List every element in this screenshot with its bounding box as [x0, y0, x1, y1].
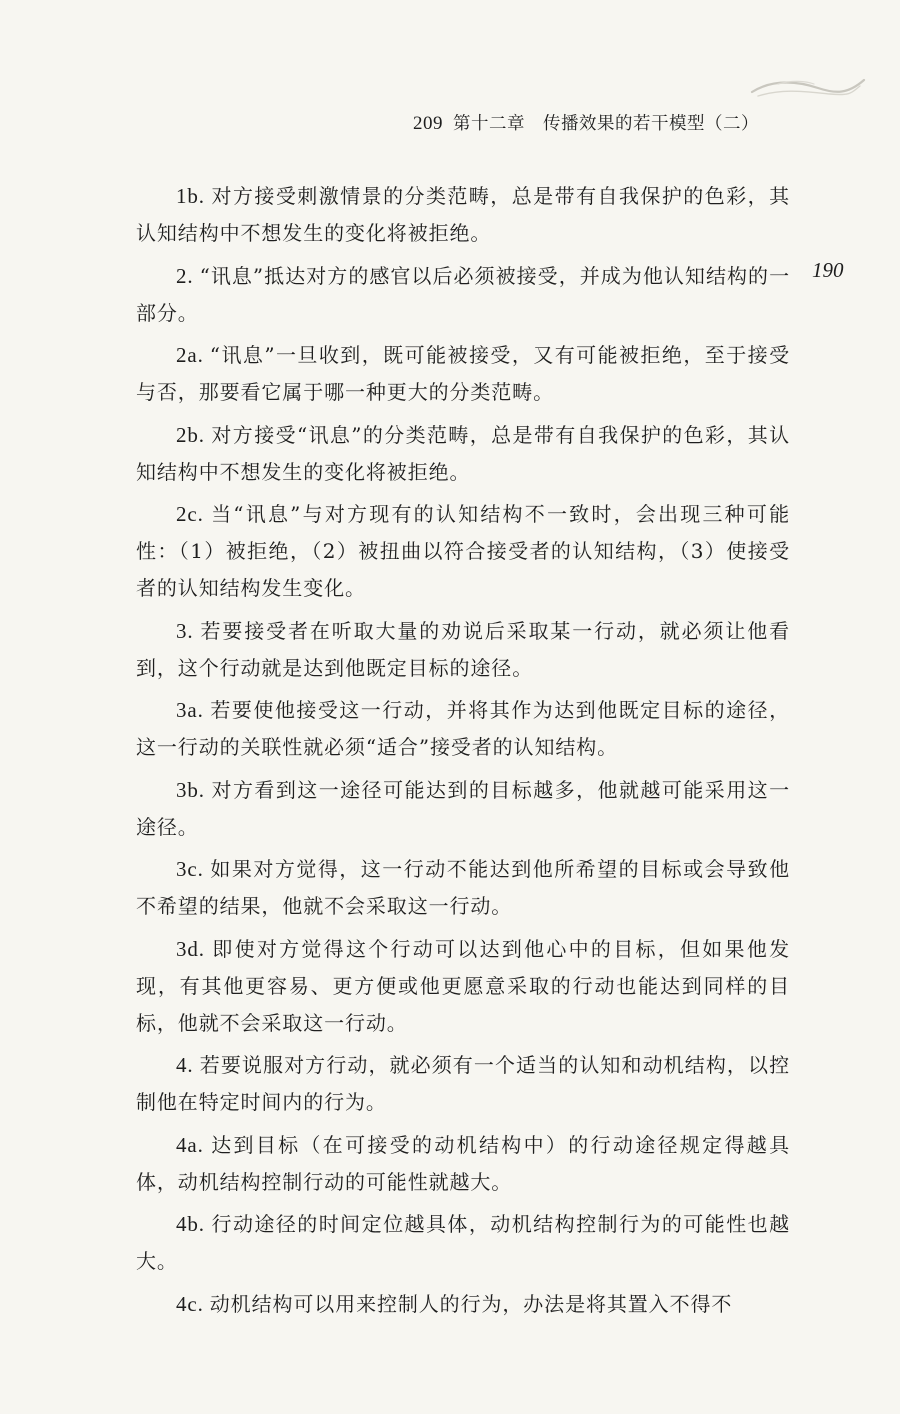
paragraph: [136, 1047, 790, 1121]
paragraph: [136, 613, 790, 687]
item-label: 3.: [176, 618, 194, 643]
paragraph: [136, 496, 790, 607]
item-label: 4a.: [176, 1132, 204, 1157]
chapter-title: 第十二章 传播效果的若干模型（二）: [453, 114, 759, 134]
paragraph: [136, 417, 790, 491]
item-text: 对方看到这一途径可能达到的目标越多，他就越可能采用这一途径。: [136, 777, 790, 839]
paragraph: [136, 931, 790, 1042]
item-label: 2c.: [176, 502, 204, 526]
margin-page-reference: 190: [812, 258, 844, 282]
paragraph: [136, 337, 790, 411]
paragraph: [136, 1206, 790, 1280]
item-label: 3d.: [176, 936, 205, 961]
body-text: [136, 178, 790, 1328]
paragraph: [136, 1286, 790, 1323]
item-text: “讯息”抵达对方的感官以后必须被接受，并成为他认知结构的一部分。: [136, 263, 790, 325]
item-text: 当“讯息”与对方现有的认知结构不一致时，会出现三种可能性：（1）被拒绝，（2）被扭曲以符合接受者的认知结构，（3）使接受者的认知结构发生变化。: [136, 502, 790, 600]
item-label: 3b.: [176, 777, 205, 802]
item-label: 3c.: [176, 857, 204, 881]
item-text: 若要说服对方行动，就必须有一个适当的认知和动机结构，以控制他在特定时间内的行为。: [136, 1053, 790, 1114]
decorative-flourish: [748, 70, 866, 106]
item-text: “讯息”一旦收到，既可能被接受，又有可能被拒绝，至于接受与否，那要看它属于哪一种更大的分类范畴。: [136, 343, 790, 404]
item-label: 4c.: [176, 1291, 204, 1316]
item-text: 动机结构可以用来控制人的行为，办法是将其置入不得不: [209, 1291, 733, 1316]
page-number: 209: [413, 113, 443, 134]
item-text: 对方接受刺激情景的分类范畴，总是带有自我保护的色彩，其认知结构中不想发生的变化将被拒绝。: [136, 184, 790, 245]
item-label: 4b.: [176, 1212, 205, 1236]
paragraph: [136, 178, 790, 252]
item-label: 4.: [176, 1053, 194, 1077]
paragraph: [136, 772, 790, 846]
item-label: 2b.: [176, 422, 205, 447]
item-label: 2a.: [176, 343, 204, 367]
item-text: 如果对方觉得，这一行动不能达到他所希望的目标或会导致他不希望的结果，他就不会采取这一行动。: [136, 857, 790, 918]
paragraph: [136, 851, 790, 925]
item-text: 若要使他接受这一行动，并将其作为达到他既定目标的途径，这一行动的关联性就必须“适合”接受者的认知结构。: [136, 698, 790, 759]
item-text: 即使对方觉得这个行动可以达到他心中的目标，但如果他发现，有其他更容易、更方便或他更愿意采取的行动也能达到同样的目标，他就不会采取这一行动。: [136, 936, 790, 1035]
item-text: 对方接受“讯息”的分类范畴，总是带有自我保护的色彩，其认知结构中不想发生的变化将被拒绝。: [136, 422, 790, 484]
paragraph: [136, 692, 790, 766]
item-label: 3a.: [176, 698, 204, 722]
item-label: 2.: [176, 263, 194, 288]
item-text: 若要接受者在听取大量的劝说后采取某一行动，就必须让他看到，这个行动就是达到他既定目标的途径。: [136, 618, 790, 680]
paragraph: [136, 1127, 790, 1201]
item-text: 行动途径的时间定位越具体，动机结构控制行为的可能性也越大。: [136, 1212, 790, 1273]
item-label: 1b.: [176, 184, 205, 208]
paragraph: [136, 258, 790, 332]
running-header: [413, 110, 759, 135]
item-text: 达到目标（在可接受的动机结构中）的行动途径规定得越具体，动机结构控制行动的可能性就越大。: [136, 1132, 790, 1194]
